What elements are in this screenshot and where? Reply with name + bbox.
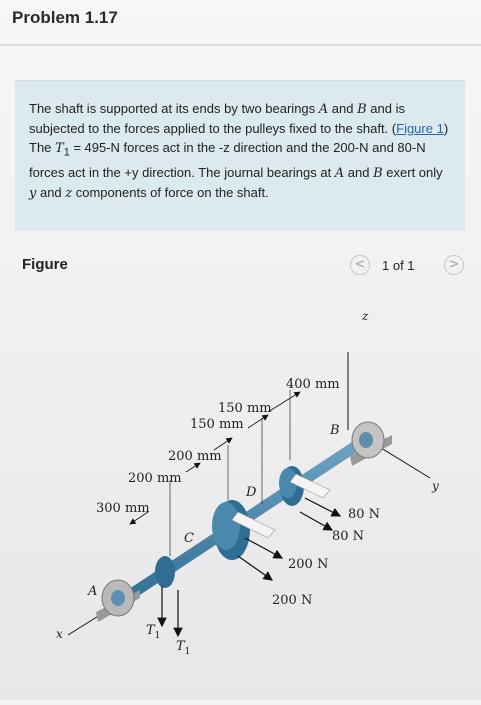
force-200n-arrow-b [238,556,272,580]
var-y: y [29,185,37,201]
var-z: z [65,185,73,201]
dim-400-label: 400 mm [286,377,340,392]
next-figure-button[interactable]: > [444,255,464,275]
statement-text: ) The [29,121,449,155]
force-80n-arrow-a [305,498,340,516]
previous-figure-button[interactable]: < [350,255,370,275]
t1-label-a [146,623,160,641]
t1-subscript: 1 [154,631,161,641]
dim-150a-label: 150 mm [218,401,272,416]
var-t1-subscript: 1 [63,146,70,159]
statement-text: and is subjected to the forces applied to the pulleys fixed to the shaft. ( [29,101,405,136]
t1-label-b [176,639,190,657]
var-a: A [334,165,345,181]
shaft-diagram-svg [0,290,481,700]
t1-subscript: 1 [184,647,191,657]
dim-200b-label: 200 mm [128,471,182,486]
dim-150a-arrow [248,415,268,428]
var-b: B [373,165,383,181]
force-80n-label-b: 80 N [332,529,365,544]
dim-300-label: 300 mm [96,501,150,516]
problem-statement-box [15,80,465,231]
figure-link[interactable]: Figure 1 [396,121,444,136]
force-200n-arrow-a [245,538,282,558]
dim-200b-arrow [186,463,200,472]
header-divider [0,44,481,46]
bearing-b [350,422,392,466]
statement-text: and [36,184,66,200]
figure-page-count: 1 of 1 [382,258,415,273]
statement-text: exert only [382,164,443,180]
pulley-t1 [155,556,175,588]
dim-150b-label: 150 mm [190,417,244,432]
force-80n-arrow-b [300,512,332,530]
statement-text: components of force on the shaft. [72,184,269,200]
statement-text: The shaft is supported at its ends by two bearings [29,101,319,116]
statement-text: and [344,164,374,180]
point-d-label: D [246,485,257,500]
page-title: Problem 1.17 [12,8,118,27]
statement-text: = 495-N forces act in the -z direction and the 200-N and 80-N forces act in the +y direction. The journal bearings at [29,140,426,180]
t1-letter: T [146,623,155,638]
t1-letter: T [176,639,185,654]
point-b-label: B [330,423,340,438]
axis-y-label: y [432,479,439,493]
point-a-label: A [88,584,98,599]
force-200n-label-b: 200 N [272,593,313,608]
dim-200a-label: 200 mm [168,449,222,464]
axis-z-label: z [362,309,369,323]
force-200n-label-a: 200 N [288,557,329,572]
dim-400-arrow [268,392,300,412]
var-t1: T [55,141,64,156]
force-80n-label-a: 80 N [348,507,381,522]
problem-statement [29,99,449,203]
var-b: B [357,102,367,117]
point-c-label: C [184,531,194,546]
shaft-diagram [0,290,481,700]
axis-x-label: x [56,627,63,641]
var-a: A [318,102,329,117]
figure-heading: Figure [22,256,68,273]
statement-text: and [328,101,358,116]
pulley-c [212,500,250,560]
